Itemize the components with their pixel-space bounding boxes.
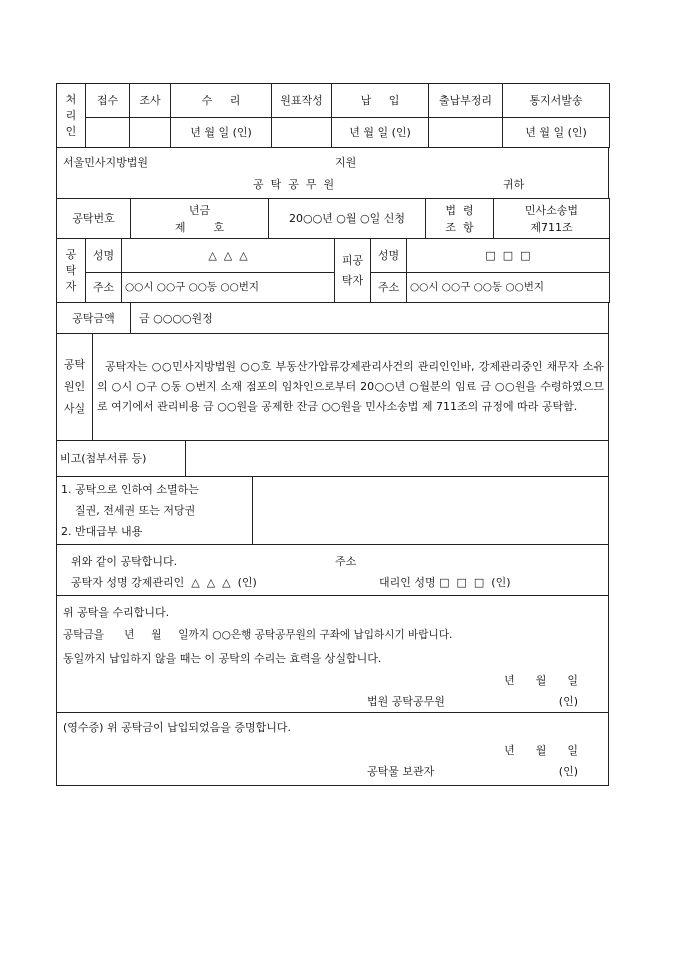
declaration-address-label: 주소 (335, 555, 357, 568)
acceptance-date: 년 월 일 (504, 674, 578, 687)
depositor-address: ○○시 ○○구 ○○동 ○○번지 (122, 273, 335, 303)
depositor-label: 공탁자 (57, 239, 86, 303)
deposit-number-no: 제 호 (174, 220, 225, 234)
remarks-table (56, 440, 609, 477)
declaration-depositor: 공탁자 성명 강제관리인 △ △ △ (인) (71, 576, 257, 589)
extinction-line-3: 2. 반대급부 내용 (61, 525, 143, 538)
depositee-name: □ □ □ (407, 239, 610, 273)
acceptance-signer: 법원 공탁공무원 (367, 695, 445, 708)
amount-value: 금 ○○○○원정 (131, 303, 609, 334)
extinction-table (56, 476, 609, 545)
col-accounting: 출납부정리 (429, 84, 503, 118)
court-name: 서울민사지방법원 (63, 156, 149, 169)
law-value-1: 민사소송법 (524, 203, 579, 217)
col-acceptance: 수 리 (171, 84, 272, 118)
col-investigation: 조사 (130, 84, 171, 118)
receipt-seal: (인) (558, 765, 578, 778)
col-ledger-create: 원표작성 (272, 84, 332, 118)
date-notice: 년 월 일 (인) (503, 118, 610, 148)
receipt-signer: 공탁물 보관자 (367, 765, 435, 778)
receipt-date: 년 월 일 (504, 744, 578, 757)
cause-label: 공탁원인사실 (57, 334, 93, 441)
amount-table (56, 302, 609, 334)
remarks-label: 비고(첨부서류 등) (57, 441, 186, 477)
cause-table (56, 333, 609, 441)
cause-text: 공탁자는 ○○민사지방법원 ○○호 부동산가압류강제관리사건의 관리인인바, 강제관리중인 채무자 소유의 ○시 ○구 ○동 ○번지 소재 점포의 임차인으로부터 20○○년 ○월분의 임료 금 ○○원을 수령하였으므로 여기에서 관리비용 금 ○○원을 공제한 잔금 ○○원을 민사소송법 제 711조의 규정에 따라 공탁함. (93, 334, 609, 441)
law-label-1: 법 령 (445, 203, 474, 217)
law-label (426, 199, 494, 239)
deposit-form (56, 83, 609, 786)
court-honorific: 귀하 (503, 178, 525, 191)
depositee-label: 피공탁자 (335, 239, 371, 303)
extinction-label (57, 477, 253, 545)
date-acceptance: 년 월 일 (인) (171, 118, 272, 148)
declaration-agent: 대리인 성명 □ □ □ (인) (379, 576, 511, 589)
col-receipt: 접수 (86, 84, 130, 118)
court-addressee (56, 148, 609, 199)
receipt-section (56, 713, 609, 786)
extinction-line-2: 질권, 전세권 또는 저당권 (75, 504, 196, 517)
court-branch: 지원 (335, 156, 357, 169)
deposit-number-label: 공탁번호 (57, 199, 131, 239)
date-receipt (86, 118, 130, 148)
application-date: 20○○년 ○월 ○일 신청 (269, 199, 426, 239)
acceptance-line-2: 공탁금을 년 월 일까지 ○○은행 공탁공무원의 구좌에 납입하시기 바랍니다. (63, 629, 453, 641)
date-payment: 년 월 일 (인) (332, 118, 429, 148)
law-value-2: 제711조 (530, 220, 573, 234)
deposit-number (131, 199, 269, 239)
acceptance-line-1: 위 공탁을 수리합니다. (63, 606, 170, 619)
acceptance-seal: (인) (558, 695, 578, 708)
depositee-address-label: 주소 (371, 273, 407, 303)
amount-label: 공탁금액 (57, 303, 131, 334)
acceptance-section (56, 596, 609, 713)
deposit-number-year: 년금 (188, 203, 211, 217)
court-official: 공 탁 공 무 원 (253, 178, 335, 191)
parties-table (56, 238, 610, 303)
date-investigation (130, 118, 171, 148)
remarks-value (186, 441, 609, 477)
depositee-address: ○○시 ○○구 ○○동 ○○번지 (407, 273, 610, 303)
date-accounting (429, 118, 503, 148)
law-value (494, 199, 610, 239)
col-payment: 납 입 (332, 84, 429, 118)
col-notice: 통지서발송 (503, 84, 610, 118)
acceptance-line-3: 동일까지 납입하지 않을 때는 이 공탁의 수리는 효력을 상실합니다. (63, 652, 382, 665)
law-label-2: 조 항 (445, 220, 474, 234)
extinction-value (253, 477, 609, 545)
depositor-address-label: 주소 (86, 273, 122, 303)
processing-label: 처리인 (57, 84, 86, 148)
depositor-name-label: 성명 (86, 239, 122, 273)
receipt-line-1: (영수증) 위 공탁금이 납입되었음을 증명합니다. (63, 721, 291, 734)
date-ledger (272, 118, 332, 148)
processing-table (56, 83, 610, 148)
deposit-number-table (56, 198, 610, 239)
depositee-name-label: 성명 (371, 239, 407, 273)
declaration-section (56, 545, 609, 596)
extinction-line-1: 1. 공탁으로 인하여 소멸하는 (61, 483, 199, 496)
declaration-text: 위와 같이 공탁합니다. (71, 555, 178, 568)
depositor-name: △ △ △ (122, 239, 335, 273)
